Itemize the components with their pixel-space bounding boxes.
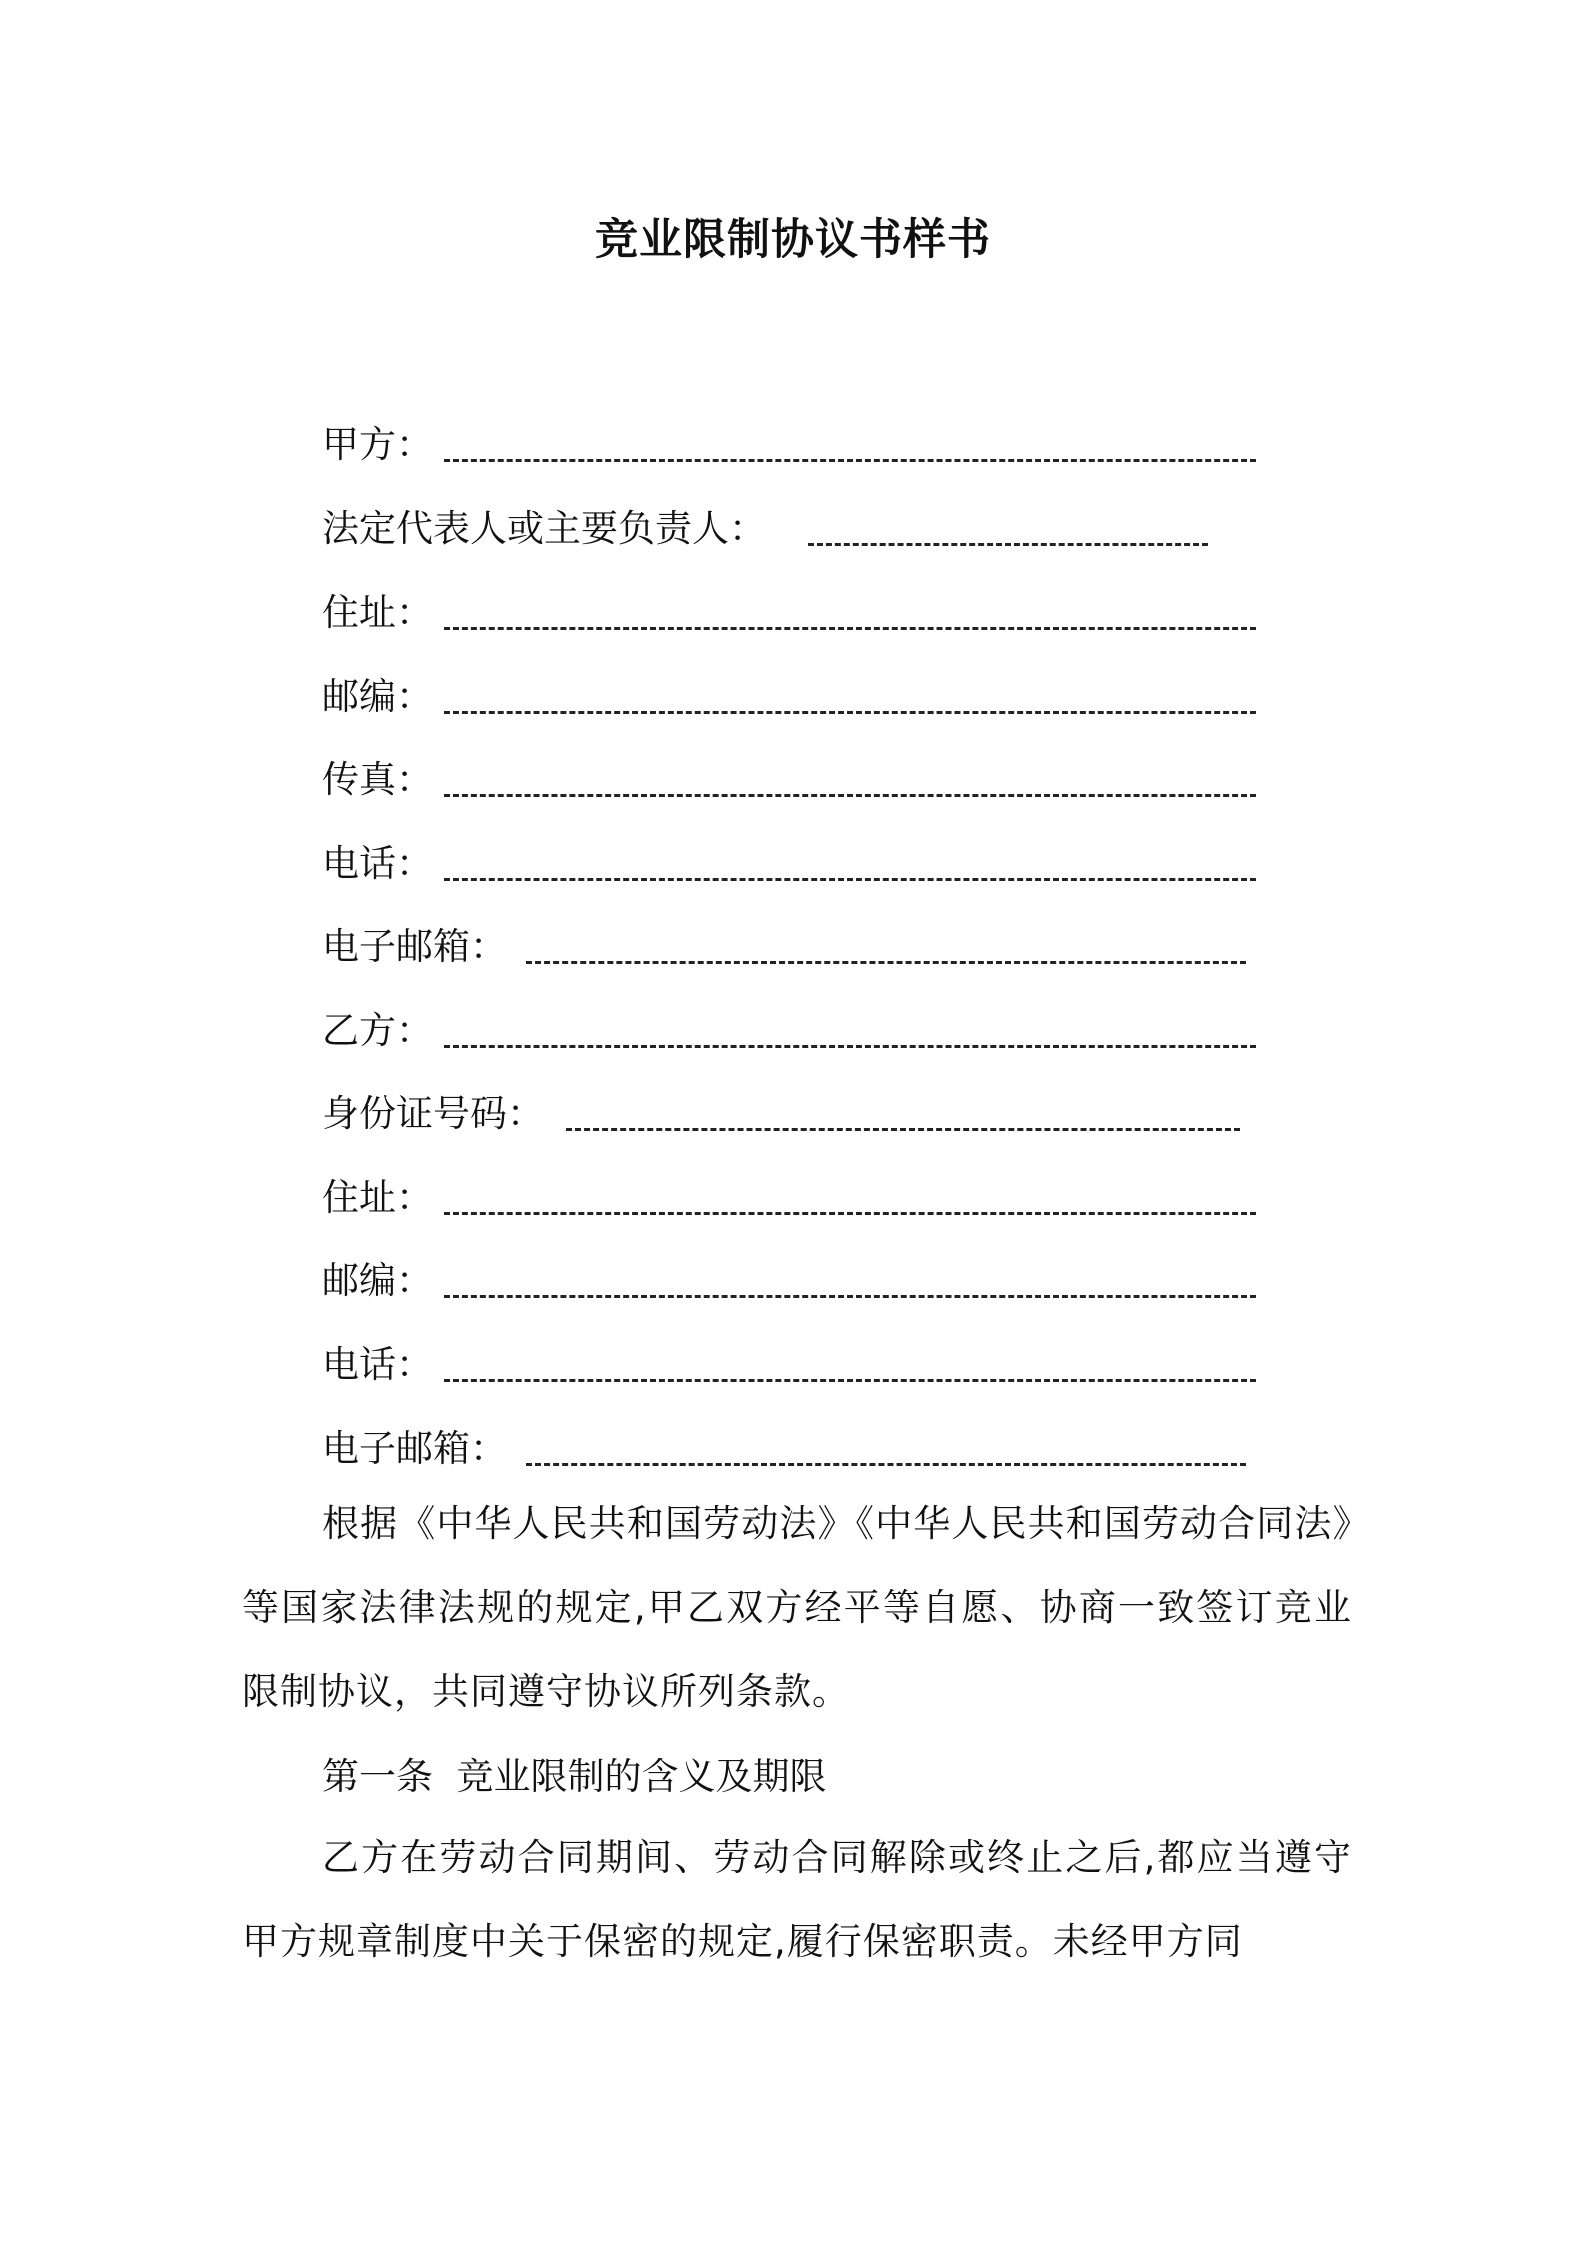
- party-b-postcode-label: 邮编：: [322, 1259, 433, 1302]
- party-b-phone-field[interactable]: [322, 1335, 433, 1395]
- party-b-address-blank[interactable]: [444, 1212, 1256, 1215]
- party-b-id-field[interactable]: [322, 1084, 544, 1144]
- party-b-id-blank[interactable]: [566, 1128, 1240, 1131]
- party-a-representative-blank[interactable]: [808, 543, 1208, 546]
- party-a-name-label: 甲方：: [322, 423, 433, 466]
- party-b-phone-label: 电话：: [322, 1343, 433, 1386]
- party-a-phone-blank[interactable]: [444, 878, 1256, 881]
- article-1-paragraph: 乙方在劳动合同期间、劳动合同解除或终止之后,都应当遵守甲方规章制度中关于保密的规定,履行保密职责。未经甲方同: [242, 1836, 1352, 1963]
- party-a-email-label: 电子邮箱：: [322, 925, 507, 968]
- party-b-name-field[interactable]: [322, 1001, 433, 1061]
- party-a-email-blank[interactable]: [526, 961, 1246, 964]
- party-a-phone-label: 电话：: [322, 842, 433, 885]
- party-b-address-field[interactable]: [322, 1168, 433, 1228]
- party-a-address-label: 住址：: [322, 591, 433, 634]
- preamble-paragraph: 根据《中华人民共和国劳动法》《中华人民共和国劳动合同法》等国家法律法规的规定,甲乙双方经平等自愿、协商一致签订竞业限制协议，共同遵守协议所列条款。: [242, 1502, 1352, 1713]
- party-a-representative-field[interactable]: [322, 499, 766, 559]
- party-a-fax-field[interactable]: [322, 750, 433, 810]
- party-a-representative-label: 法定代表人或主要负责人：: [322, 507, 766, 550]
- party-a-name-blank[interactable]: [444, 459, 1256, 462]
- party-b-postcode-blank[interactable]: [444, 1295, 1256, 1298]
- party-a-fax-label: 传真：: [322, 758, 433, 801]
- document-title: 竞业限制协议书样书: [595, 215, 991, 265]
- party-b-phone-blank[interactable]: [444, 1379, 1256, 1382]
- party-a-postcode-label: 邮编：: [322, 675, 433, 718]
- party-a-postcode-blank[interactable]: [444, 711, 1256, 714]
- party-a-fax-blank[interactable]: [444, 794, 1256, 797]
- party-a-address-field[interactable]: [322, 583, 433, 643]
- article-1-heading: 第一条 竞业限制的含义及期限: [322, 1755, 827, 1798]
- party-b-postcode-field[interactable]: [322, 1251, 433, 1311]
- party-b-name-label: 乙方：: [322, 1009, 433, 1052]
- party-a-postcode-field[interactable]: [322, 667, 433, 727]
- party-b-name-blank[interactable]: [444, 1045, 1256, 1048]
- party-a-email-field[interactable]: [322, 917, 507, 977]
- party-b-email-field[interactable]: [322, 1419, 507, 1479]
- party-b-email-label: 电子邮箱：: [322, 1427, 507, 1470]
- party-b-id-label: 身份证号码：: [322, 1092, 544, 1135]
- party-a-name-field[interactable]: [322, 415, 433, 475]
- party-b-email-blank[interactable]: [526, 1463, 1246, 1466]
- party-a-phone-field[interactable]: [322, 834, 433, 894]
- party-b-address-label: 住址：: [322, 1176, 433, 1219]
- party-a-address-blank[interactable]: [444, 627, 1256, 630]
